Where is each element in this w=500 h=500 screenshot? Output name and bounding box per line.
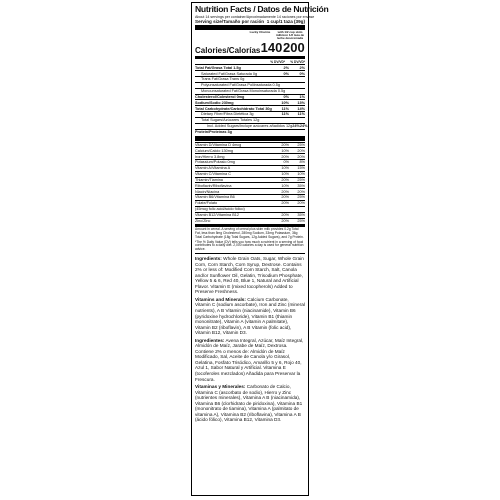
- dv-cereal: 20%: [281, 201, 289, 206]
- nutrient-row: [195, 153, 305, 159]
- dv-with-milk: 0%: [299, 71, 305, 76]
- nutrient-row: [195, 70, 305, 76]
- nutrient-label: Folate/Folato: [195, 201, 218, 206]
- nutrient-row: [195, 99, 305, 105]
- dv-header-cereal: % DV/VD*: [270, 60, 285, 65]
- nutrient-label: Polyunsaturated Fat/Grasa Poliinsaturada 0.5g: [201, 83, 280, 88]
- nutrient-row: [195, 147, 305, 153]
- vitamins-spanish-title: Vitaminas y Minerales:: [195, 384, 246, 390]
- nutrient-row: [195, 177, 305, 183]
- dv-cereal: 10%: [281, 183, 289, 188]
- dv-with-milk: 25%: [297, 218, 305, 223]
- nutrient-label: Iron/Hierro 3.8mg: [195, 154, 225, 159]
- nutrient-row: [195, 142, 305, 148]
- nutrient-row: [195, 212, 305, 218]
- nutrient-label: Calcium/Calcio 130mg: [195, 148, 233, 153]
- nutrient-row: [195, 129, 305, 135]
- panel-title: Nutrition Facts / Datos de Nutrición: [195, 4, 329, 14]
- nutrient-label: Total Carbohydrate/Carbohidrato Total 30g: [195, 106, 272, 111]
- column-header-with-milk: with 1/2 cup skim milk/con 1/2 taza de leche descremada: [275, 30, 305, 41]
- nutrient-label: Total Fat/Grasa Total 1.5g: [195, 65, 241, 70]
- dv-with-milk: 2%: [299, 65, 305, 70]
- nutrient-label: Incl. Added Sugars/Incluye azúcares añadidos 12g: [207, 124, 293, 129]
- footnote-amount: Amount in cereal. A serving of cereal plus skim milk provides 0.2g Total Fat, less than 5mg Cholesterol, 280mg Sodium, 33mg Potassium, 36g Total Carbohydrate (18g Total Sugars, 12g Added Sugars), and 7g Protein.: [195, 227, 304, 239]
- dv-cereal: 0%: [283, 160, 289, 165]
- nutrient-row: [195, 218, 305, 224]
- dv-with-milk: 20%: [297, 148, 305, 153]
- divider-thin: [195, 253, 305, 254]
- nutrient-label: Zinc/Zinc: [195, 218, 211, 223]
- serving-size-row: [195, 19, 305, 24]
- servings-per-container: About 14 servings per container/Aproximadamente 14 raciones por envase: [195, 14, 315, 19]
- nutrient-label: Total Sugars/Azúcares Totales 12g: [201, 118, 260, 123]
- nutrient-label: Vitamin B6/Vitamina B6: [195, 195, 235, 200]
- dv-with-milk: 15%: [297, 166, 305, 171]
- nutrient-label: Saturated Fat/Grasa Saturada 0g: [201, 71, 258, 76]
- dv-with-milk: 25%: [297, 177, 305, 182]
- dv-cereal: 20%: [281, 212, 289, 217]
- vitamins-english: [195, 297, 305, 336]
- dv-cereal: 0%: [283, 94, 289, 99]
- footnote-daily-value: *The % Daily Value (DV) tells you how much a nutrient in a serving of food contributes to a daily diet. 2,000 calories a day is used for general nutrition advice.: [195, 239, 304, 252]
- nutrient-row: [195, 182, 305, 188]
- dv-with-milk: 25%: [297, 195, 305, 200]
- nutrient-label: Niacin/Niacina: [195, 189, 220, 194]
- nutrient-rows: [195, 64, 308, 134]
- serving-size-label: Serving size/Tamaño por ración: [195, 19, 265, 24]
- calories-label: Calories/Calorías: [195, 46, 261, 56]
- divider-medium: [195, 56, 305, 59]
- nutrient-row: [195, 171, 305, 177]
- dv-with-milk: 20%: [297, 154, 305, 159]
- dv-with-milk: 35%: [297, 183, 305, 188]
- nutrient-label: Protein/Proteínas 3g: [195, 130, 232, 134]
- dv-cereal: 20%: [281, 154, 289, 159]
- nutrient-label: Thiamin/Tiamina: [195, 177, 223, 182]
- dv-cereal: 10%: [281, 148, 289, 153]
- nutrient-row: [195, 105, 305, 111]
- vitamin-rows: [195, 142, 305, 224]
- nutrient-row: [195, 200, 305, 206]
- ingredients-spanish-title: Ingredientes:: [195, 337, 225, 343]
- dv-cereal: 11%: [281, 112, 289, 117]
- nutrient-row: [195, 188, 305, 194]
- dv-cereal: 20%: [281, 142, 289, 147]
- nutrient-row: [195, 64, 305, 70]
- dv-header-with-milk: % DV/VD*: [290, 60, 305, 65]
- dv-cereal: 10%: [281, 172, 289, 177]
- nutrient-label: Cholesterol/Colesterol 0mg: [195, 94, 245, 99]
- nutrient-label: Dietary Fiber/Fibra Dietética 3g: [201, 112, 254, 117]
- calories-cereal: 140: [260, 40, 283, 56]
- dv-cereal: 20%: [281, 195, 289, 200]
- nutrient-label: Vitamin D/Vitamina D 4mcg: [195, 142, 242, 147]
- ingredients-spanish: [195, 338, 305, 382]
- dv-with-milk: 35%: [297, 212, 305, 217]
- nutrient-row: [195, 165, 305, 171]
- nutrient-label: (45mcg folic acid/ácido fólico): [195, 207, 245, 212]
- dv-cereal: 0%: [283, 71, 289, 76]
- calories-with-milk: 200: [282, 40, 305, 56]
- serving-size-value: 1 cup/1 taza (39g): [266, 19, 305, 24]
- dv-cereal: 20%: [281, 189, 289, 194]
- daily-value-header: [195, 60, 305, 64]
- dv-with-milk: 25%: [297, 142, 305, 147]
- nutrient-label: Vitamin B12/Vitamina B12: [195, 212, 239, 217]
- ingredients-english: [195, 256, 305, 295]
- dv-with-milk: 1%: [299, 94, 305, 99]
- nutrient-label: Trans Fat/Grasa Trans 0g: [201, 77, 245, 82]
- column-headers: [195, 31, 305, 40]
- dv-with-milk: 8%: [299, 160, 305, 165]
- dv-with-milk: 24%: [299, 124, 308, 129]
- nutrient-label: Vitamin A/Vitamina A: [195, 166, 231, 171]
- nutrient-row: [195, 123, 308, 129]
- dv-cereal: 20%: [281, 218, 289, 223]
- dv-cereal: 24%: [292, 124, 300, 129]
- divider-thick: [195, 136, 305, 141]
- dv-with-milk: 14%: [297, 106, 305, 111]
- dv-with-milk: 13%: [297, 100, 305, 105]
- ingredients-english-title: Ingredients:: [195, 256, 222, 262]
- dv-cereal: 20%: [281, 177, 289, 182]
- dv-with-milk: 20%: [297, 201, 305, 206]
- vitamins-spanish-text: Carbonato de Calcio, Vitamina C (ascorbato de sodio), Hierro y Zinc (nutrientes minerales), Vitamina A B (niacinamida), Vitamina B6 (clorhidrato de piridoxina), Vitamina B1 (mononitrato de tiamina), Vitamina A (palmitato de vitamina A), Vitamina B2 (riboflavina), Vitamina A B (ácido fólico), Vitamina B12, Vitamina D3.: [195, 384, 303, 423]
- dv-cereal: 10%: [281, 166, 289, 171]
- nutrient-row: [195, 94, 305, 100]
- vitamins-english-text: Calcium Carbonate, Vitamin C (sodium ascorbate), Iron and Zinc (mineral nutrients), A B Vitamin (niacinamide), Vitamin B6 (pyridoxine hydrochloride), Vitamin B1 (thiamin mononitrate), Vitamin A (vitamin A palmitate), Vitamin B2 (riboflavin), A B Vitamin (folic acid), Vitamin B12, Vitamin D3.: [195, 296, 305, 336]
- dv-with-milk: 11%: [297, 112, 305, 117]
- dv-with-milk: 20%: [297, 189, 305, 194]
- nutrient-row: [195, 159, 305, 165]
- nutrient-label: Potassium/Potasio 0mg: [195, 160, 235, 165]
- nutrient-label: Sodium/Sodio 230mg: [195, 100, 234, 105]
- dv-cereal: 2%: [283, 65, 289, 70]
- dv-cereal: 10%: [281, 100, 289, 105]
- column-header-cereal: Lucky Charms: [249, 30, 271, 34]
- vitamins-spanish: [195, 384, 305, 423]
- nutrition-facts-panel: [191, 2, 329, 496]
- dv-cereal: 11%: [281, 106, 289, 111]
- nutrient-label: Riboflavin/Riboflavina: [195, 183, 232, 188]
- dv-with-milk: 10%: [297, 172, 305, 177]
- ingredients-english-text: Whole Grain Oats, Sugar, Whole Grain Corn, Corn Starch, Corn Syrup, Dextrose. Contains 2% or less of: Modified Corn Starch, Salt, Canola and/or Sunflower Oil, Gelatin, Trisodium Phosphate, Yellow 5 & 6, Red 40, Blue 1, Natural and Artificial Flavor. Vitamin E (mixed tocopherols) Added to Preserve Freshness.: [195, 256, 304, 295]
- ingredients-spanish-text: Avena Integral, Azúcar, Maíz Integral, Almidón de Maíz, Jarabe de Maíz, Dextrosa. Contiene 2% o menos de: Almidón de Maíz Modificado, Sal, Aceite de Canola y/o Girasol, Gelatina, Fosfato Trisódico, Amarillo 5 y 6, Rojo 40, Azul 1, Sabor Natural y Artificial. Vitamina E (tocoferoles mezclados) Añadida para Preservar la Frescura.: [195, 337, 304, 382]
- nutrient-row: [195, 111, 305, 117]
- nutrient-label: Monounsaturated Fat/Grasa Monoinsaturada 0.5g: [201, 89, 286, 94]
- vitamins-english-title: Vitamins and Minerals:: [195, 296, 246, 302]
- calories-row: [195, 40, 305, 55]
- nutrient-row: [195, 194, 305, 200]
- nutrient-label: Vitamin C/Vitamina C: [195, 172, 231, 177]
